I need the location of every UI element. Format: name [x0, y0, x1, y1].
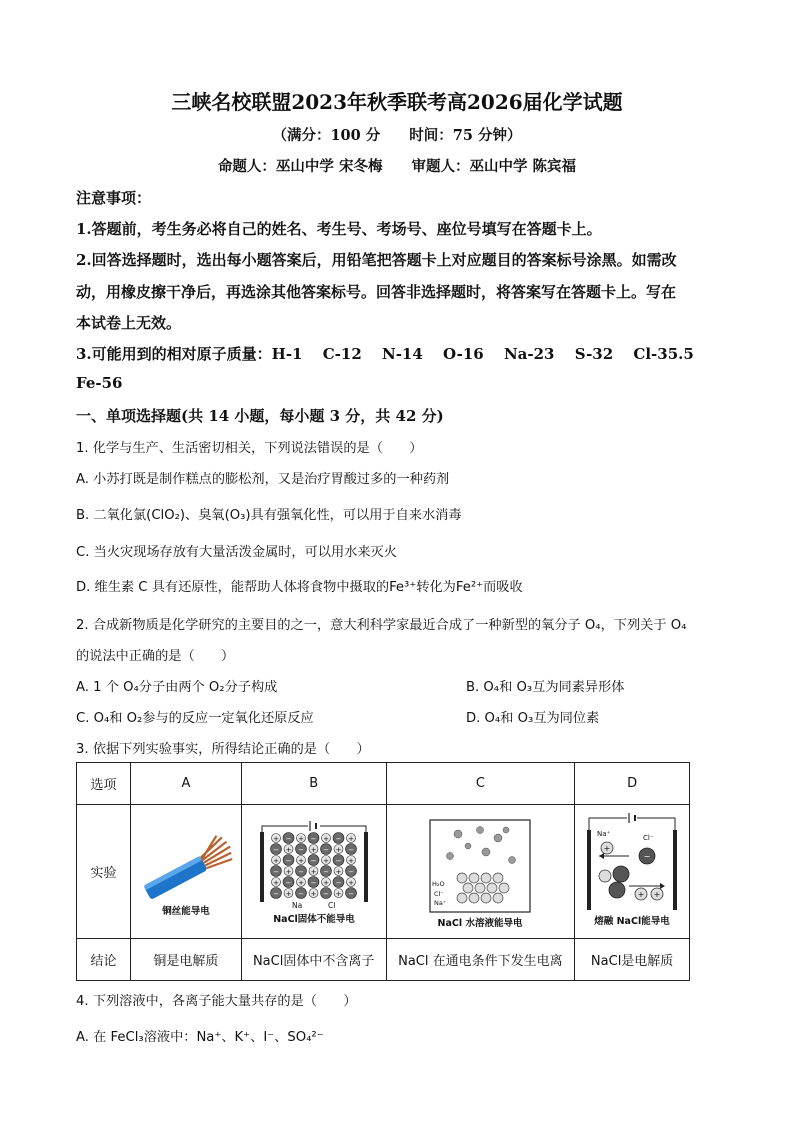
label-na-molten: Na⁺ [597, 829, 611, 838]
ion-charge: + [335, 867, 342, 876]
conclusion-a: 铜是电解质 [131, 939, 242, 981]
image-molten-nacl [575, 805, 690, 939]
authors: 命题人：巫山中学 宋冬梅 审题人：巫山中学 陈宾福 [217, 158, 577, 175]
ion-charge: + [310, 867, 317, 876]
ion-charge: − [297, 889, 304, 898]
conclusion-d: NaCl是电解质 [575, 939, 690, 981]
ion-charge: + [272, 878, 279, 887]
caption-solution: NaCl 水溶液能导电 [437, 917, 523, 929]
q2-option-a: A. 1 个 O₄分子由两个 O₂分子构成 [76, 680, 278, 695]
q2-option-b: B. O₄和 O₃互为同素异形体 [466, 680, 625, 695]
ion-charge: − [347, 867, 354, 876]
note-3: 3.可能用到的相对原子质量：H-1 C-12 N-14 O-16 Na-23 S-32 Cl-35.5 [76, 345, 694, 363]
ion-charge: + [272, 856, 279, 865]
label-cl: Cl [327, 900, 335, 910]
ion-charge: + [347, 878, 354, 887]
q1-option-c: C. 当火灾现场存放有大量活泼金属时，可以用水来灭火 [76, 545, 397, 560]
caption-molten: 熔融 NaCl能导电 [594, 915, 670, 927]
ion-charge: − [285, 856, 292, 865]
ion-charge: − [310, 878, 317, 887]
ion-charge: + [297, 878, 304, 887]
ion-charge: − [335, 878, 342, 887]
image-nacl-solution [386, 805, 575, 939]
ion-charge: − [322, 845, 329, 854]
table-header-row [77, 763, 690, 805]
q4-stem: 4. 下列溶液中，各离子能大量共存的是（ ） [76, 994, 357, 1009]
header-b: B [241, 763, 386, 805]
image-solid-nacl [241, 805, 386, 939]
q3-stem: 3. 依据下列实验事实，所得结论正确的是（ ） [76, 742, 370, 757]
ion-charge: + [285, 867, 292, 876]
q1-option-d: D. 维生素 C 具有还原性，能帮助人体将食物中摄取的Fe³⁺转化为Fe²⁺而吸收 [76, 580, 523, 595]
note-2c: 本试卷上无效。 [76, 314, 182, 332]
q2-option-c: C. O₄和 O₂参与的反应一定氧化还原反应 [76, 711, 314, 726]
label-cl-ion: Cl⁻ [434, 889, 445, 898]
label-na-ion: Na⁺ [434, 898, 447, 907]
ion-charge: − [310, 856, 317, 865]
header-a: A [131, 763, 242, 805]
q2-option-d: D. O₄和 O₃互为同位素 [466, 711, 600, 726]
note-3b: Fe-56 [76, 374, 123, 392]
conclusion-b: NaCl固体中不含离子 [241, 939, 386, 981]
note-2a: 2.回答选择题时，选出每小题答案后，用铅笔把答题卡上对应题目的答案标号涂黑。如需改 [76, 251, 677, 269]
ion-charge: + [297, 834, 304, 843]
solid-nacl-illustration [244, 806, 384, 934]
table-row-experiment [77, 805, 690, 939]
ion-charge: − [310, 834, 317, 843]
exam-title: 三峡名校联盟2023年秋季联考高2026届化学试题 [171, 90, 623, 114]
q4-option-a: A. 在 FeCl₃溶液中：Na⁺、K⁺、I⁻、SO₄²⁻ [76, 1030, 324, 1045]
molten-illustration [577, 806, 687, 934]
ion-charge: − [347, 845, 354, 854]
ion-charge: − [285, 878, 292, 887]
q1-option-b: B. 二氧化氯(ClO₂)、臭氧(O₃)具有强氧化性，可以用于自来水消毒 [76, 508, 462, 523]
table-row-conclusion [77, 939, 690, 981]
ion-charge: + [297, 856, 304, 865]
svg-text:+: + [653, 889, 661, 899]
row-label-conclusion: 结论 [77, 939, 131, 981]
ion-charge: + [272, 834, 279, 843]
ion-charge: − [347, 889, 354, 898]
image-copper-wire [131, 805, 242, 939]
ion-charge: − [272, 845, 279, 854]
ion-charge: + [285, 845, 292, 854]
note-2b: 动，用橡皮擦干净后，再选涂其他答案标号。回答非选择题时，将答案写在答题卡上。写在 [76, 283, 677, 301]
experiment-table [76, 762, 690, 981]
label-h2o: H₂O [432, 879, 445, 888]
header-c: C [386, 763, 575, 805]
notes-heading: 注意事项： [76, 189, 152, 207]
row-label-experiment: 实验 [77, 805, 131, 939]
q1-option-a: A. 小苏打既是制作糕点的膨松剂，又是治疗胃酸过多的一种药剂 [76, 472, 450, 487]
ion-charge: − [335, 856, 342, 865]
ion-charge: + [335, 845, 342, 854]
svg-text:−: − [643, 851, 651, 861]
ion-charge: + [347, 856, 354, 865]
ion-charge: + [335, 889, 342, 898]
label-na: Na [291, 900, 302, 910]
caption-solid: NaCl固体不能导电 [272, 913, 355, 925]
section-heading: 一、单项选择题(共 14 小题，每小题 3 分，共 42 分) [76, 407, 444, 425]
ion-charge: + [322, 834, 329, 843]
ion-charge: − [272, 867, 279, 876]
header-option: 选项 [77, 763, 131, 805]
solution-illustration [388, 806, 572, 934]
conclusion-c: NaCl 在通电条件下发生电离 [386, 939, 575, 981]
q2-stem-1: 2. 合成新物质是化学研究的主要目的之一，意大利科学家最近合成了一种新型的氧分子 O₄，下列关于 O₄ [76, 618, 687, 633]
ion-charge: + [322, 856, 329, 865]
ion-charge: − [322, 867, 329, 876]
svg-text:+: + [637, 889, 645, 899]
ion-charge: − [297, 845, 304, 854]
ion-charge: + [285, 889, 292, 898]
ion-charge: − [322, 889, 329, 898]
header-d: D [575, 763, 690, 805]
ion-charge: − [285, 834, 292, 843]
ion-charge: − [297, 867, 304, 876]
ion-charge: + [310, 889, 317, 898]
label-cl-molten: Cl⁻ [643, 833, 654, 842]
note-1: 1.答题前，考生务必将自己的姓名、考生号、考场号、座位号填写在答题卡上。 [76, 220, 602, 238]
ion-charge: + [322, 878, 329, 887]
score-time: （满分：100 分 时间：75 分钟） [272, 127, 522, 144]
caption-copper: 铜丝能导电 [162, 905, 210, 917]
ion-charge: + [347, 834, 354, 843]
svg-text:+: + [603, 843, 611, 853]
copper-wire-illustration [133, 806, 239, 934]
q1-stem: 1. 化学与生产、生活密切相关，下列说法错误的是（ ） [76, 441, 423, 456]
ion-charge: + [310, 845, 317, 854]
q2-stem-2: 的说法中正确的是（ ） [76, 649, 235, 664]
ion-charge: − [272, 889, 279, 898]
ion-charge: − [335, 834, 342, 843]
